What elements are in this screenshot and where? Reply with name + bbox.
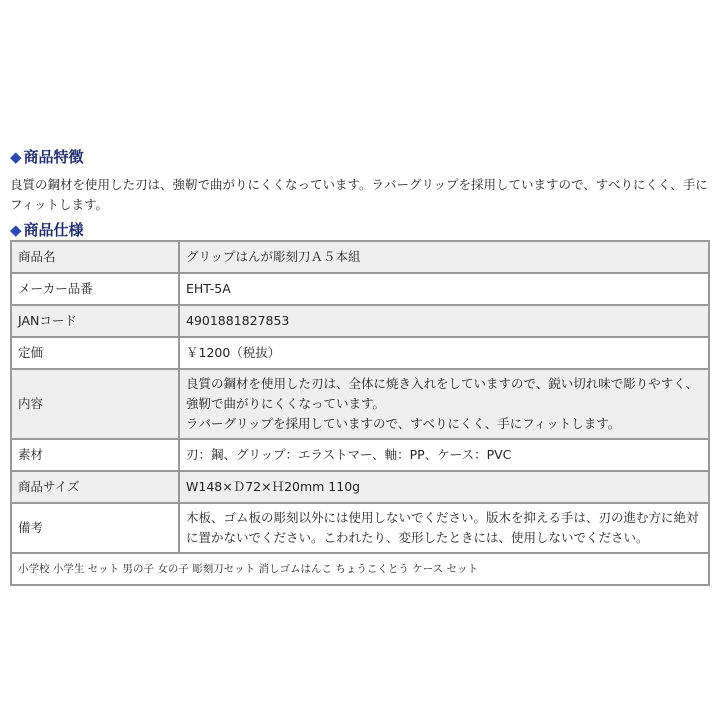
features-heading	[10, 146, 84, 167]
row-value: 木板、ゴム板の彫刻以外には使用しないでください。版木を抑える手は、刃の進む方に絶対に置かないでください。こわれたり、変形したときには、使用しないでください。	[179, 503, 709, 553]
row-key: 商品名	[11, 241, 179, 273]
table-row	[11, 503, 709, 553]
row-key: メーカー品番	[11, 273, 179, 305]
table-row	[11, 471, 709, 503]
table-row	[11, 241, 709, 273]
row-value: グリップはんが彫刻刀Ａ５本組	[179, 241, 709, 273]
tags-row	[11, 553, 709, 585]
row-value	[179, 369, 709, 439]
row-key: 備考	[11, 503, 179, 553]
row-key: 素材	[11, 439, 179, 471]
row-key: 商品サイズ	[11, 471, 179, 503]
row-value: 刃：鋼、グリップ：エラストマー、軸：PP、ケース：PVC	[179, 439, 709, 471]
specs-heading	[10, 219, 84, 240]
diamond-icon: ◆	[10, 148, 22, 166]
row-value: W148×Ｄ72×Ｈ20mm 110g	[179, 471, 709, 503]
table-row	[11, 273, 709, 305]
diamond-icon: ◆	[10, 221, 22, 239]
row-value: 4901881827853	[179, 305, 709, 337]
specs-table	[10, 240, 710, 586]
tags-text: 小学校 小学生 セット 男の子 女の子 彫刻刀セット 消しゴムはんこ ちょうこくとう ケース セット	[11, 553, 709, 585]
row-key: 内容	[11, 369, 179, 439]
table-row	[11, 337, 709, 369]
table-row	[11, 305, 709, 337]
value-line: 良質の鋼材を使用した刃は、全体に焼き入れをしていますので、鋭い切れ味で彫りやすく、強靭で曲がりにくくなっています。	[186, 376, 699, 411]
value-line: ラバーグリップを採用していますので、すべりにくく、手にフィットします。	[186, 416, 621, 431]
features-text: 良質の鋼材を使用した刃は、強靭で曲がりにくくなっています。ラバーグリップを採用していますので、すべりにくく、手にフィットします。	[10, 177, 708, 212]
row-value: EHT-5A	[179, 273, 709, 305]
row-value: ￥1200（税抜）	[179, 337, 709, 369]
features-title: 商品特徴	[23, 148, 84, 166]
row-key: JANコード	[11, 305, 179, 337]
table-row	[11, 439, 709, 471]
table-row	[11, 369, 709, 439]
specs-title: 商品仕様	[23, 221, 84, 239]
row-key: 定価	[11, 337, 179, 369]
